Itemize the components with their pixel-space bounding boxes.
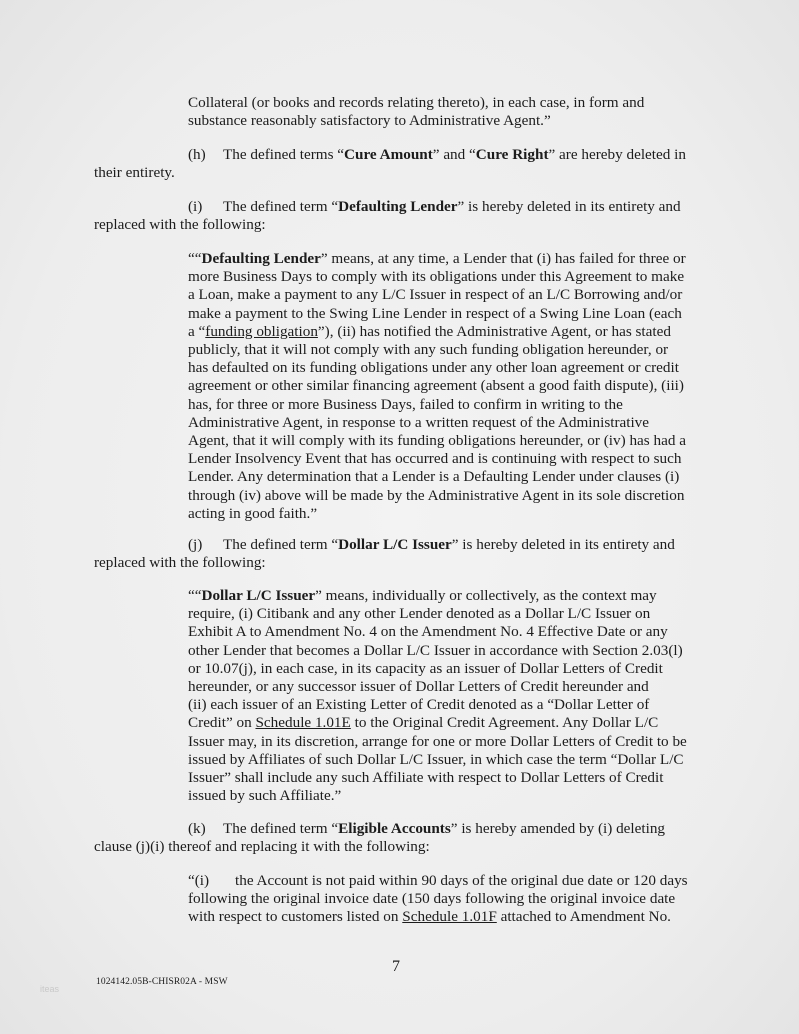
- defined-term: Dollar L/C Issuer: [201, 587, 316, 604]
- document-id: 1024142.05B-CHISR02A - MSW: [96, 977, 228, 987]
- defined-term: Defaulting Lender: [201, 250, 321, 267]
- defined-term: Eligible Accounts: [338, 820, 451, 837]
- definition-dollar-lc-issuer: ““Dollar L/C Issuer” means, individually or collectively, as the context may require, (i) Citibank and any other Lender denoted as a Dollar L/C Issuer on Exhibit A to Amendment No. 4 on the Amendment No. 4 Effective Date or any other Lender that becomes a Dollar L/C Issuer in accordance with Section 2.03(l) or 10.07(j), in each case, in its capacity as an issuer of Dollar Letters of Credit hereunder, or any successor issuer of Dollar Letters of Credit hereunder and (ii) each issuer of an Existing Letter of Credit denoted as a “Dollar Letter of Credit” on Schedule 1.01E to the Original Credit Agreement. Any Dollar L/C Issuer may, in its discretion, arrange for one or more Dollar Letters of Credit to be issued by Affiliates of such Dollar L/C Issuer, in which case the term “Dollar L/C Issuer” shall include any such Affiliate with respect to Dollar Letters of Credit issued by such Affiliate.”: [188, 587, 687, 805]
- paragraph-continuation: [188, 94, 708, 130]
- clause-label: (k): [188, 820, 206, 837]
- clause-label: (j): [188, 536, 203, 553]
- paragraph-i: (i) The defined term “Defaulting Lender” is hereby deleted in its entirety and replaced with the following:: [94, 198, 681, 234]
- text-line: their entirety.: [94, 164, 175, 182]
- defined-term: Cure Right: [475, 146, 549, 163]
- definition-defaulting-lender: ““Defaulting Lender” means, at any time, a Lender that (i) has failed for three or more Business Days to comply with its obligations under this Agreement to make a Loan, make a payment to any L/C Issuer in respect of an L/C Borrowing and/or make a payment to the Swing Line Lender in respect of a Swing Line Loan (each a “funding obligation”), (ii) has notified the Administrative Agent, or has stated publicly, that it will not comply with any such funding obligation hereunder, or has defaulted on its funding obligations under any other loan agreement or credit agreement or other similar financing agreement (absent a good faith dispute), (iii) has, for three or more Business Days, failed to confirm in writing to the Administrative Agent, in response to a written request of the Administrative Agent, that it will comply with its funding obligations hereunder, or (iv) has had a Lender Insolvency Event that has occurred and is continuing with respect to such Lender. Any determination that a Lender is a Defaulting Lender under clauses (i) through (iv) above will be made by the Administrative Agent in its sole discretion acting in good faith.”: [188, 250, 686, 522]
- paragraph-h: (h) The defined terms “Cure Amount” and “Cure Right” are hereby deleted in their entirety.: [94, 146, 686, 182]
- underlined-term: funding obligation: [205, 322, 318, 340]
- text-line: Collateral (or books and records relating thereto), in each case, in form and: [188, 94, 645, 111]
- schedule-reference: Schedule 1.01F: [402, 908, 497, 926]
- defined-term: Cure Amount: [344, 146, 433, 163]
- paragraph-j: (j) The defined term “Dollar L/C Issuer” is hereby deleted in its entirety and replaced with the following:: [94, 536, 675, 572]
- schedule-reference: Schedule 1.01E: [255, 714, 351, 732]
- text-line: substance reasonably satisfactory to Administrative Agent.”: [188, 112, 551, 130]
- text-line: clause (j)(i) thereof and replacing it with the following:: [94, 838, 430, 856]
- clause-label: (i): [188, 198, 203, 215]
- definition-eligible-accounts-clause: “(i) the Account is not paid within 90 days of the original due date or 120 days following the original invoice date (150 days following the original invoice date with respect to customers listed on Schedule 1.01F attached to Amendment No.: [188, 872, 688, 926]
- clause-label: “(i): [188, 872, 210, 889]
- defined-term: Dollar L/C Issuer: [338, 536, 452, 553]
- page-number: 7: [392, 958, 400, 975]
- clause-label: (h): [188, 146, 206, 163]
- defined-term: Defaulting Lender: [338, 198, 458, 215]
- text-line: replaced with the following:: [94, 554, 266, 572]
- paragraph-k: (k) The defined term “Eligible Accounts” is hereby amended by (i) deleting clause (j)(i) thereof and replacing it with the following:: [94, 820, 666, 856]
- watermark: iteas: [40, 984, 60, 994]
- text-line: replaced with the following:: [94, 216, 266, 234]
